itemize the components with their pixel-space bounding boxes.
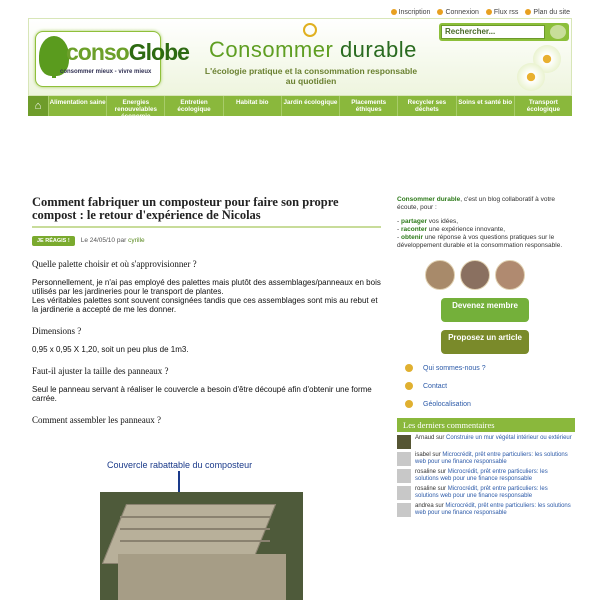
flower-bullet-icon: [405, 382, 413, 390]
article: [32, 196, 384, 600]
top-links: [391, 9, 570, 16]
question-2: Dimensions ?: [32, 326, 82, 336]
nav-placements[interactable]: Placements éthiques: [339, 96, 397, 116]
sitemap-icon: [525, 9, 531, 15]
sun-icon: [303, 23, 317, 37]
question-4: Comment assembler les panneaux ?: [32, 415, 161, 425]
nav-energies[interactable]: Energies renouvelables économie d'énergie: [106, 96, 164, 116]
article-meta: [32, 234, 384, 247]
avatar: [397, 469, 411, 483]
avatar: [397, 486, 411, 500]
question-3: Faut-il ajuster la taille des panneaux ?: [32, 366, 169, 376]
comment-list: [397, 435, 575, 517]
list-item: Arnaud sur Construire un mur végétal intérieur ou extérieur: [397, 435, 575, 449]
article-title: Comment fabriquer un composteur pour faire son propre compost : le retour d'expérience de Nicolas: [32, 196, 381, 228]
comment-post-link[interactable]: Microcrédit, prêt entre particuliers: les solutions web pour une finance responsable: [415, 503, 571, 516]
nav-soins[interactable]: Soins et santé bio: [456, 96, 514, 116]
contact-link[interactable]: Contact: [405, 382, 575, 390]
home-icon[interactable]: ⌂: [28, 96, 48, 116]
image-caption: Couvercle rabattable du composteur: [107, 460, 253, 470]
question-1: Quelle palette choisir et où s'approvisionner ?: [32, 259, 197, 269]
site-header: [28, 18, 572, 96]
search-input[interactable]: Rechercher...: [441, 25, 545, 39]
article-date: Le 24/05/10 par cyrille: [80, 237, 145, 244]
nav-jardin[interactable]: Jardin écologique: [281, 96, 339, 116]
propose-article-button[interactable]: Proposez un article: [441, 330, 529, 354]
main-nav: [28, 96, 572, 127]
author-link[interactable]: cyrille: [128, 237, 145, 244]
flower-decoration: [515, 45, 565, 93]
become-member-button[interactable]: Devenez membre: [441, 298, 529, 322]
list-item: isabel sur Microcrédit, prêt entre particuliers: les solutions web pour une finance responsable: [397, 452, 575, 466]
user-icon: [391, 9, 397, 15]
sidebar: [397, 196, 575, 600]
composter-photo: [100, 492, 303, 600]
nav-recycler[interactable]: Recycler ses déchets: [397, 96, 455, 116]
team-avatars: [397, 260, 575, 290]
flower-bullet-icon: [405, 400, 413, 408]
list-item: rosaline sur Microcrédit, prêt entre particuliers: les solutions web pour une finance responsable: [397, 469, 575, 483]
sidebar-links: [397, 364, 575, 408]
search-box: [439, 23, 569, 41]
avatar: [397, 435, 411, 449]
flower-bullet-icon: [405, 364, 413, 372]
site-logo[interactable]: consoGlobe consommer mieux - vivre mieux: [35, 31, 161, 87]
search-button[interactable]: [550, 25, 566, 39]
list-item: rosaline sur Microcrédit, prêt entre particuliers: les solutions web pour une finance responsable: [397, 486, 575, 500]
nav-transport[interactable]: Transport écologique: [514, 96, 572, 116]
comment-post-link[interactable]: Microcrédit, prêt entre particuliers: les solutions web pour une finance responsable: [415, 486, 548, 499]
comment-post-link[interactable]: Construire un mur végétal intérieur ou extérieur: [446, 435, 572, 441]
nav-entretien[interactable]: Entretien écologique: [164, 96, 222, 116]
brand-subtitle: L'écologie pratique et la consommation responsable au quotidien: [204, 66, 418, 86]
nav-alimentation[interactable]: Alimentation saine: [48, 96, 106, 116]
sitemap-link[interactable]: Plan du site: [525, 9, 570, 16]
connexion-link[interactable]: Connexion: [437, 9, 478, 16]
comment-post-link[interactable]: Microcrédit, prêt entre particuliers: les solutions web pour une finance responsable: [415, 469, 548, 482]
inscription-link[interactable]: Inscription: [391, 9, 431, 16]
about-link[interactable]: Qui sommes-nous ?: [405, 364, 575, 372]
nav-habitat[interactable]: Habitat bio: [223, 96, 281, 116]
comment-post-link[interactable]: Microcrédit, prêt entre particuliers: les solutions web pour une finance responsable: [415, 452, 568, 465]
paragraph-3: Seul le panneau servant à réaliser le couvercle a besoin d'être découpé afin d'obtenir une forme carrée.: [32, 385, 372, 403]
logo-tagline: consommer mieux - vivre mieux: [60, 69, 152, 75]
rss-link[interactable]: Flux rss: [486, 9, 519, 16]
avatar: [397, 452, 411, 466]
list-item: andrea sur Microcrédit, prêt entre particuliers: les solutions web pour une finance responsable: [397, 503, 575, 517]
rss-icon: [486, 9, 492, 15]
avatar: [397, 503, 411, 517]
geolocation-link[interactable]: Géolocalisation: [405, 400, 575, 408]
sidebar-intro: Consommer durable, c'est un blog collaboratif à votre écoute, pour : - partager vos idées, - raconter une expérience innovante, - obtenir une réponse à vos questions pratiques sur le développement durable et la consommation responsable.: [397, 196, 563, 249]
paragraph-2: 0,95 x 0,95 X 1,20, soit un peu plus de 1m3.: [32, 345, 189, 354]
paragraph-1: Personnellement, je n'ai pas employé des palettes mais plutôt des assemblages/panneaux en bois utilisés par les jardineries pour le transport de plantes. Les véritables palettes sont souvent consignées tandis que ces assemblages sont mis au rebut et la jardinerie a accepté de me les donner.: [32, 278, 381, 314]
avatar: [425, 260, 455, 290]
latest-comments-title: Les derniers commentaires: [397, 418, 575, 432]
key-icon: [437, 9, 443, 15]
avatar: [495, 260, 525, 290]
react-button[interactable]: JE RÉAGIS !: [32, 236, 75, 246]
brand-title: Consommer durable: [209, 37, 417, 62]
avatar: [460, 260, 490, 290]
